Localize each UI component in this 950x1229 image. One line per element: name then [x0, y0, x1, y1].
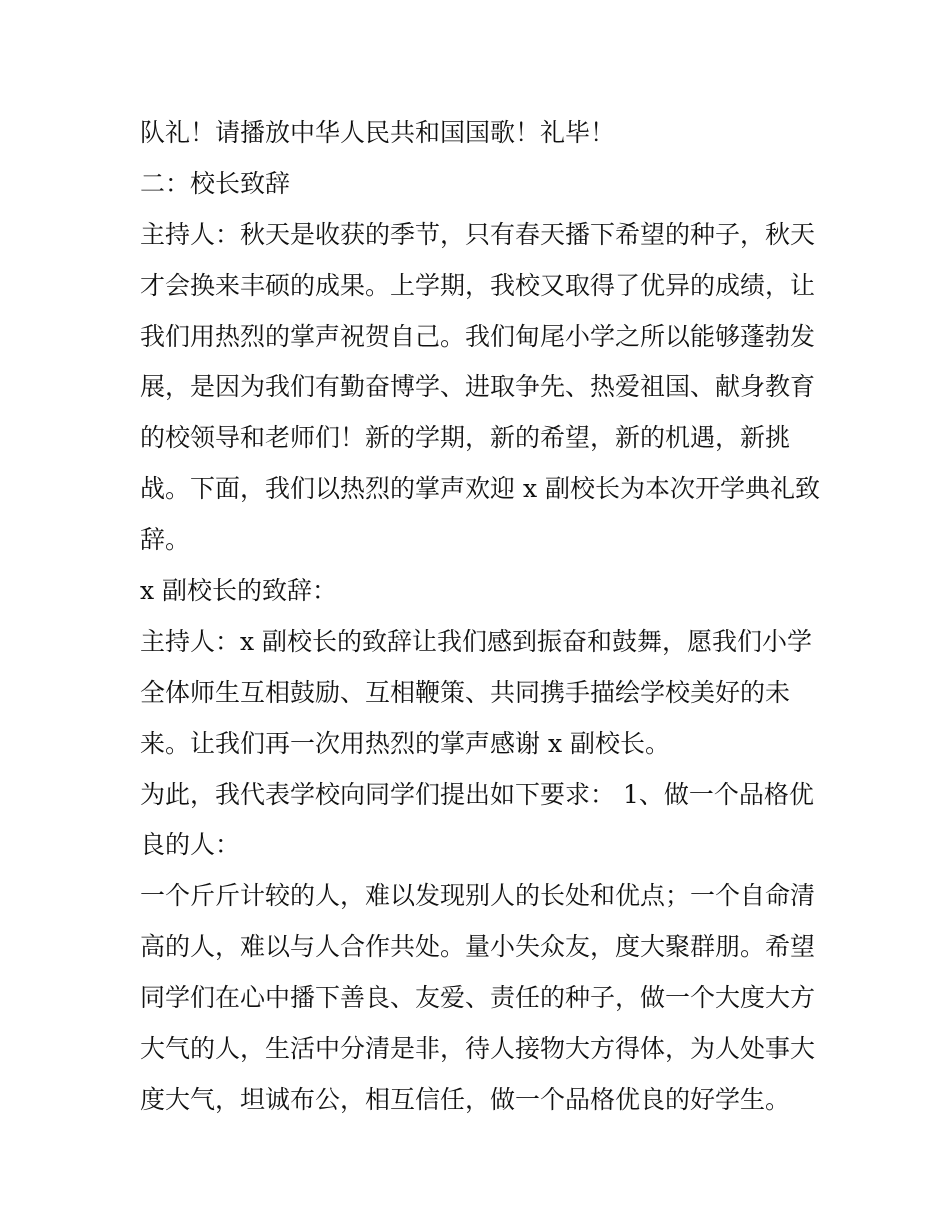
- text-line: 辞。: [140, 525, 191, 555]
- text-line: 战。下面，我们以热烈的掌声欢迎 x 副校长为本次开学典礼致: [140, 474, 820, 504]
- text-line: 才会换来丰硕的成果。上学期，我校又取得了优异的成绩，让: [140, 270, 816, 300]
- text-line: 展，是因为我们有勤奋博学、进取争先、热爱祖国、献身教育: [140, 372, 816, 402]
- text-line: 为此，我代表学校向同学们提出如下要求： 1、做一个品格优: [140, 779, 814, 809]
- text-line: 同学们在心中播下善良、友爱、责任的种子，做一个大度大方: [140, 983, 816, 1013]
- text-line: 高的人，难以与人合作共处。量小失众友，度大聚群朋。希望: [140, 932, 816, 962]
- text-line: 全体师生互相鼓励、互相鞭策、共同携手描绘学校美好的未: [140, 677, 791, 707]
- document-body: [140, 108, 820, 1126]
- text-line: 的校领导和老师们！新的学期，新的希望，新的机遇，新挑: [140, 423, 791, 453]
- section-heading: 二：校长致辞: [140, 168, 291, 198]
- subheading: x 副校长的致辞：: [140, 576, 338, 606]
- text-line: 队礼！请播放中华人民共和国国歌！礼毕！: [140, 118, 616, 147]
- text-line: 度大气，坦诚布公，相互信任，做一个品格优良的好学生。: [140, 1084, 791, 1114]
- text-line: 良的人：: [140, 830, 241, 860]
- text-line: 我们用热烈的掌声祝贺自己。我们甸尾小学之所以能够蓬勃发: [140, 321, 816, 351]
- text-line: 主持人：x 副校长的致辞让我们感到振奋和鼓舞，愿我们小学: [140, 626, 813, 656]
- text-line: 大气的人，生活中分清是非，待人接物大方得体，为人处事大: [140, 1034, 816, 1064]
- text-line: 一个斤斤计较的人，难以发现别人的长处和优点；一个自命清: [140, 881, 816, 911]
- text-line: 来。让我们再一次用热烈的掌声感谢 x 副校长。: [140, 728, 670, 758]
- text-line: 主持人：秋天是收获的季节，只有春天播下希望的种子，秋天: [140, 219, 816, 249]
